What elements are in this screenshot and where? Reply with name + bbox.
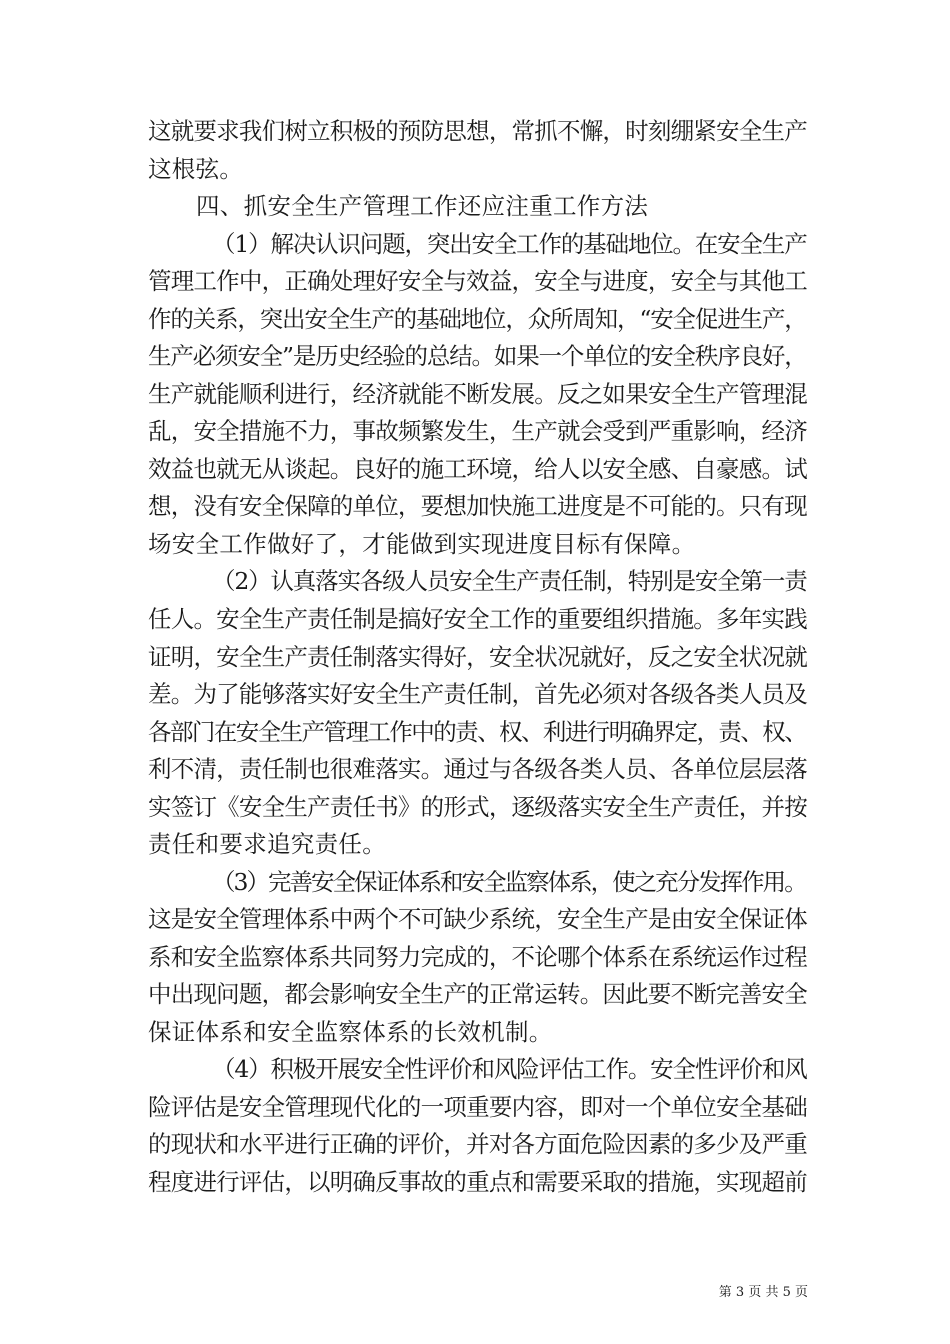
text-line: 这就要求我们树立积极的预防思想，常抓不懈，时刻绷紧安全生产	[148, 117, 807, 145]
text-line: 场安全工作做好了，才能做到实现进度目标有保障。	[148, 530, 696, 558]
text-line: 生产就能顺利进行，经济就能不断发展。反之如果安全生产管理混	[148, 380, 807, 408]
text-line: 乱，安全措施不力，事故频繁发生，生产就会受到严重影响，经济	[148, 417, 807, 445]
text-line: 责任和要求追究责任。	[148, 830, 386, 858]
text-line: 这是安全管理体系中两个不可缺少系统，安全生产是由安全保证体	[148, 905, 807, 933]
text-line: 实签订《安全生产责任书》的形式，逐级落实安全生产责任，并按	[148, 793, 807, 821]
text-line: 差。为了能够落实好安全生产责任制，首先必须对各级各类人员及	[148, 680, 807, 708]
text-line: （2）认真落实各级人员安全生产责任制，特别是安全第一责	[212, 567, 807, 595]
text-line: 管理工作中，正确处理好安全与效益，安全与进度，安全与其他工	[148, 267, 807, 295]
text-line: 四、抓安全生产管理工作还应注重工作方法	[196, 192, 649, 220]
text-line: 作的关系，突出安全生产的基础地位，众所周知，“安全促进生产，	[148, 305, 807, 333]
text-line: 利不清，责任制也很难落实。通过与各级各类人员、各单位层层落	[148, 755, 807, 783]
text-line: 中出现问题，都会影响安全生产的正常运转。因此要不断完善安全	[148, 980, 807, 1008]
text-line: 保证体系和安全监察体系的长效机制。	[148, 1018, 553, 1046]
text-line: 证明，安全生产责任制落实得好，安全状况就好，反之安全状况就	[148, 643, 807, 671]
text-line: 险评估是安全管理现代化的一项重要内容，即对一个单位安全基础	[148, 1093, 807, 1121]
text-line: （1）解决认识问题，突出安全工作的基础地位。在安全生产	[212, 230, 807, 258]
text-line: （4）积极开展安全性评价和风险评估工作。安全性评价和风	[212, 1055, 807, 1083]
text-line: 效益也就无从谈起。良好的施工环境，给人以安全感、自豪感。试	[148, 455, 807, 483]
text-line: 各部门在安全生产管理工作中的责、权、利进行明确界定，责、权、	[148, 718, 807, 746]
text-line: （3）完善安全保证体系和安全监察体系，使之充分发挥作用。	[212, 868, 806, 896]
text-line: 的现状和水平进行正确的评价，并对各方面危险因素的多少及严重	[148, 1130, 807, 1158]
text-line: 这根弦。	[148, 155, 244, 183]
text-line: 任人。安全生产责任制是搞好安全工作的重要组织措施。多年实践	[148, 605, 807, 633]
text-line: 生产必须安全”是历史经验的总结。如果一个单位的安全秩序良好，	[148, 342, 807, 370]
page-footer: 第 3 页 共 5 页	[718, 1285, 808, 1300]
text-line: 程度进行评估，以明确反事故的重点和需要采取的措施，实现超前	[148, 1168, 807, 1196]
text-line: 想，没有安全保障的单位，要想加快施工进度是不可能的。只有现	[148, 492, 807, 520]
text-line: 系和安全监察体系共同努力完成的，不论哪个体系在系统运作过程	[148, 943, 807, 971]
